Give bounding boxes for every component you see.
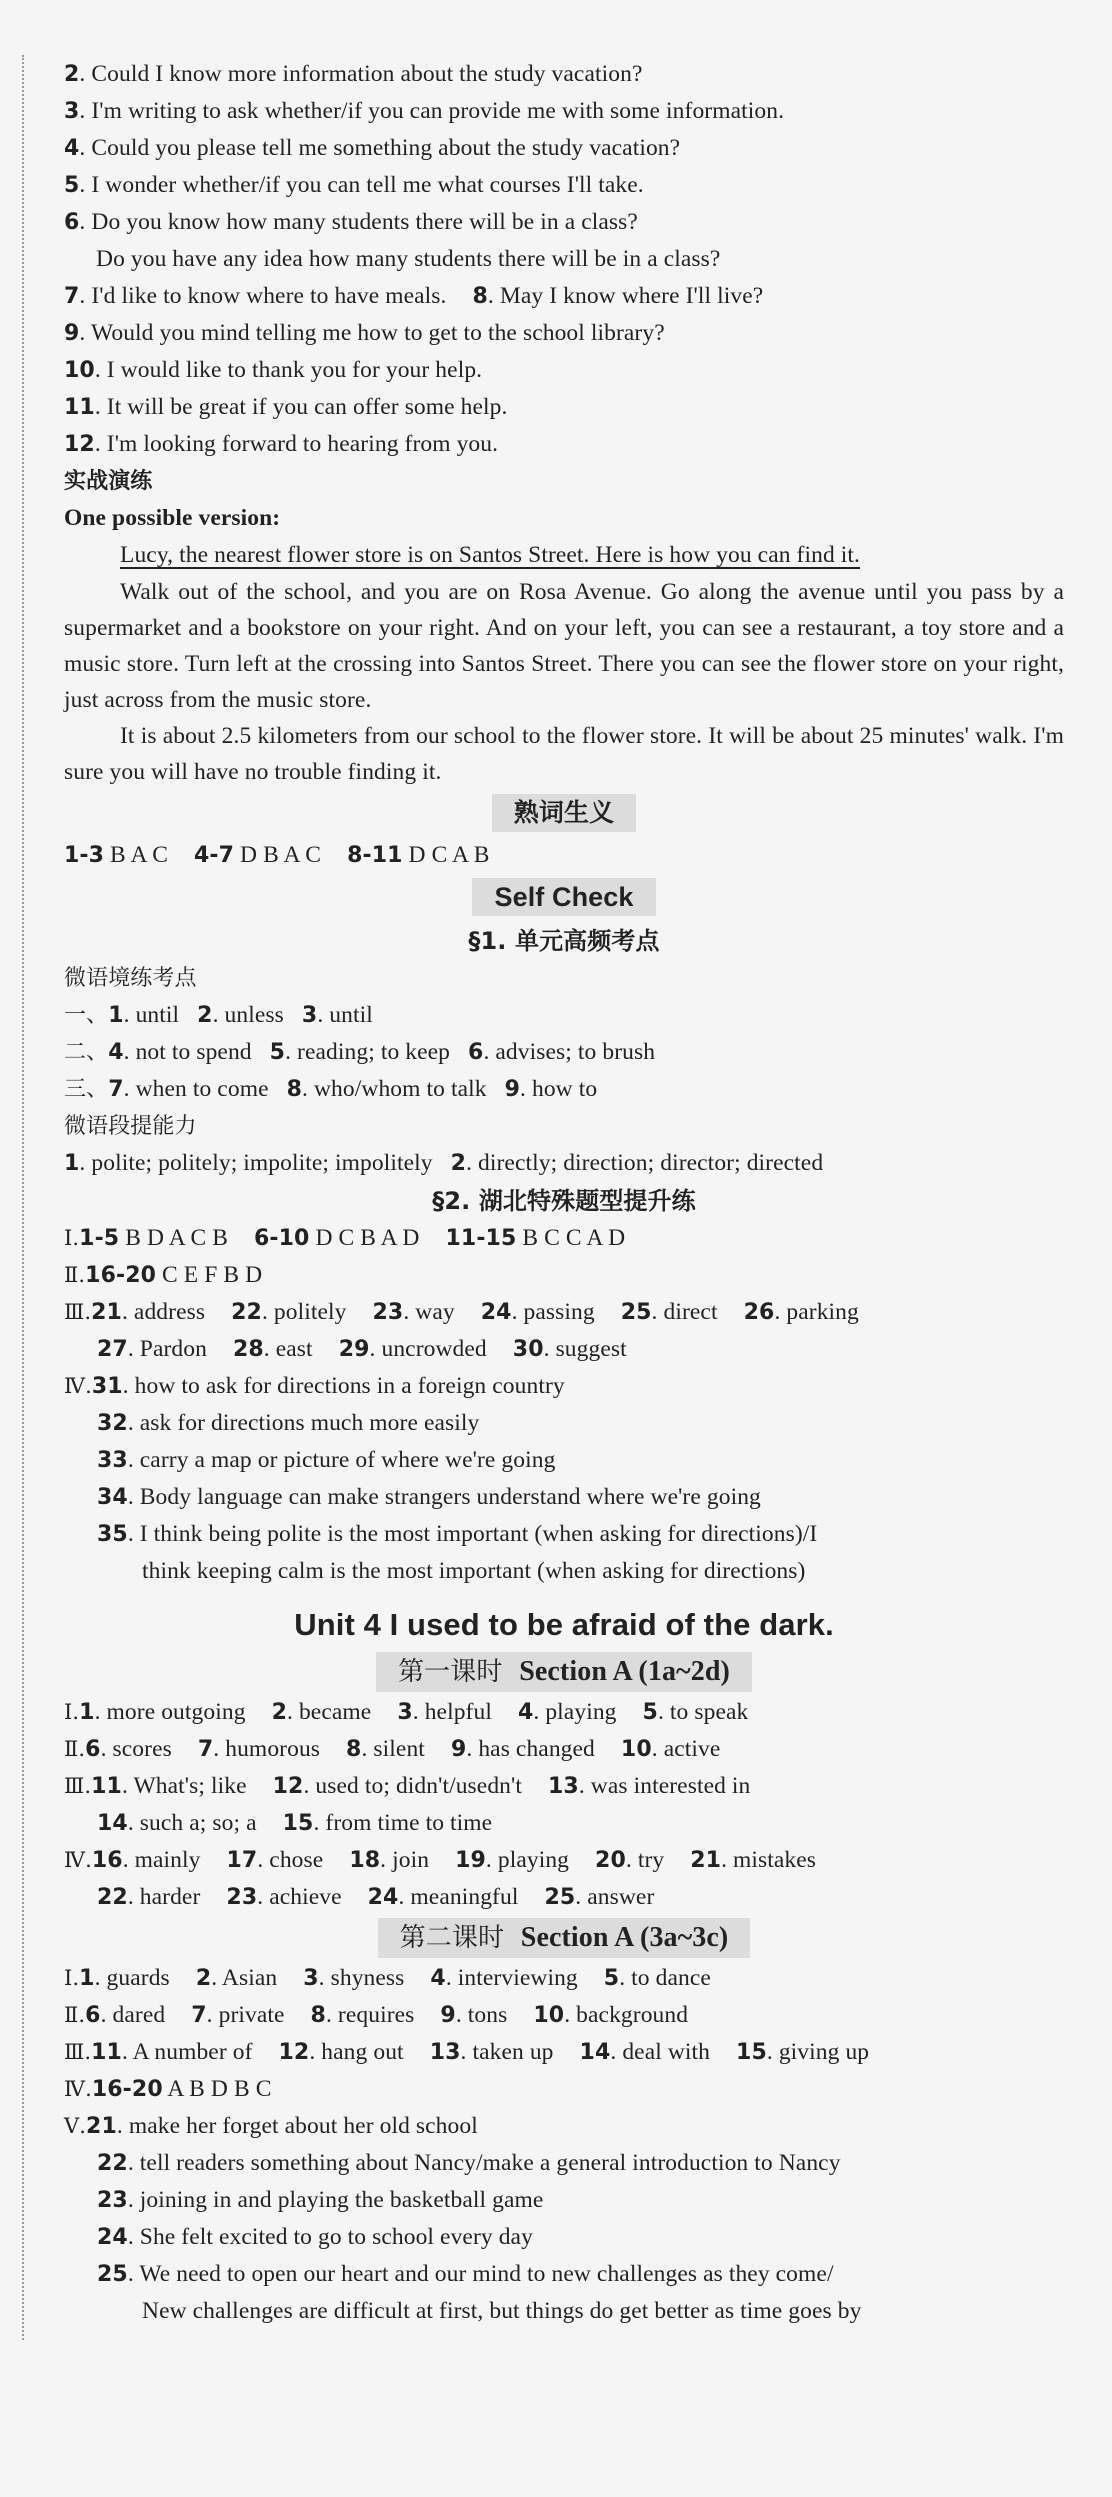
answer-line: 23. joining in and playing the basketball game [97, 2187, 544, 2213]
answer-line: Ⅰ.1. guards 2. Asian 3. shyness 4. interviewing 5. to dance [64, 1965, 711, 1991]
vocab-answers: 1-3 B A C 4-7 D B A C 8-11 D C A B [64, 842, 490, 868]
lesson-banner: 第二课时 Section A (3a~3c) [64, 1918, 1064, 1958]
answer-line: Ⅰ.1-5 B D A C B 6-10 D C B A D 11-15 B C C A D [64, 1225, 626, 1251]
answer-line: 3. I'm writing to ask whether/if you can provide me with some information. [64, 98, 785, 124]
answer-content [64, 56, 1064, 2330]
self-check-banner: Self Check [64, 878, 1064, 918]
answer-line: Ⅲ.21. address 22. politely 23. way 24. passing 25. direct 26. parking [64, 1299, 859, 1325]
answer-line: 33. carry a map or picture of where we're going [97, 1447, 556, 1473]
answer-line: Ⅳ.31. how to ask for directions in a foreign country [64, 1373, 565, 1399]
answer-line: 10. I would like to thank you for your help. [64, 357, 483, 383]
subsection-label: 微语段提能力 [64, 1114, 197, 1139]
answer-line: 1. polite; politely; impolite; impolitely 2. directly; direction; director; directed [64, 1150, 824, 1176]
answer-line: 35. I think being polite is the most important (when asking for directions)/I [97, 1521, 818, 1547]
answer-line: Ⅲ.11. What's; like 12. used to; didn't/usedn't 13. was interested in [64, 1773, 751, 1799]
subsection-label: 微语境练考点 [64, 966, 197, 991]
version-label: One possible version: [64, 505, 281, 531]
answer-line: Ⅳ.16. mainly 17. chose 18. join 19. playing 20. try 21. mistakes [64, 1847, 817, 1873]
answer-line: Ⅰ.1. more outgoing 2. became 3. helpful 4. playing 5. to speak [64, 1699, 749, 1725]
answer-line: Ⅱ.6. dared 7. private 8. requires 9. tons 10. background [64, 2002, 689, 2028]
answer-line: 一、1. until 2. unless 3. until [64, 1002, 373, 1028]
answer-line: 14. such a; so; a 15. from time to time [97, 1810, 493, 1836]
answer-line: 12. I'm looking forward to hearing from you. [64, 431, 499, 457]
answer-line: 三、7. when to come 8. who/whom to talk 9. how to [64, 1076, 598, 1102]
answer-line: Ⅳ.16-20 A B D B C [64, 2076, 272, 2102]
answer-line: 二、4. not to spend 5. reading; to keep 6. advises; to brush [64, 1039, 656, 1065]
vocab-banner: 熟词生义 [64, 794, 1064, 833]
answer-line: Ⅱ.16-20 C E F B D [64, 1262, 263, 1288]
answer-line-continuation: think keeping calm is the most important (when asking for directions) [142, 1558, 806, 1584]
unit-title: Unit 4 I used to be afraid of the dark. [294, 1607, 834, 1642]
model-essay-paragraph: It is about 2.5 kilometers from our school to the flower store. It will be about 25 minutes' walk. I'm sure you will have no trouble finding it. [64, 723, 1064, 785]
answer-line: 7. I'd like to know where to have meals. 8. May I know where I'll live? [64, 283, 764, 309]
model-essay-first-sentence: Lucy, the nearest flower store is on Santos Street. Here is how you can find it. [120, 542, 861, 568]
answer-line: Do you have any idea how many students there will be in a class? [96, 246, 721, 272]
answer-line: Ⅲ.11. A number of 12. hang out 13. taken up 14. deal with 15. giving up [64, 2039, 870, 2065]
answer-line: 24. She felt excited to go to school every day [97, 2224, 533, 2250]
model-essay-paragraph: Walk out of the school, and you are on Rosa Avenue. Go along the avenue until you pass by a supermarket and a bookstore on your right. And on your left, you can see a restaurant, a toy store and a music store. Turn left at the crossing into Santos Street. There you can see the flower store on your right, just across from the music store. [64, 579, 1064, 713]
answer-line: 27. Pardon 28. east 29. uncrowded 30. suggest [97, 1336, 627, 1362]
answer-line-continuation: New challenges are difficult at first, but things do get better as time goes by [142, 2298, 862, 2324]
answer-line: 2. Could I know more information about the study vacation? [64, 61, 643, 87]
answer-line: 11. It will be great if you can offer some help. [64, 394, 508, 420]
answer-line: 9. Would you mind telling me how to get to the school library? [64, 320, 665, 346]
answer-line: Ⅴ.21. make her forget about her old school [64, 2113, 478, 2139]
margin-dotted-line [22, 55, 24, 2340]
answer-line: 4. Could you please tell me something about the study vacation? [64, 135, 681, 161]
section-heading: §2. 湖北特殊题型提升练 [432, 1187, 696, 1215]
answer-line: 6. Do you know how many students there will be in a class? [64, 209, 638, 235]
answer-line: 5. I wonder whether/if you can tell me what courses I'll take. [64, 172, 644, 198]
section-heading: §1. 单元高频考点 [468, 927, 660, 955]
lesson-banner: 第一课时 Section A (1a~2d) [64, 1652, 1064, 1692]
answer-line: 25. We need to open our heart and our mind to new challenges as they come/ [97, 2261, 834, 2287]
answer-line: 22. harder 23. achieve 24. meaningful 25. answer [97, 1884, 655, 1910]
answer-line: 22. tell readers something about Nancy/make a general introduction to Nancy [97, 2150, 841, 2176]
answer-line: 34. Body language can make strangers understand where we're going [97, 1484, 761, 1510]
answer-line: 32. ask for directions much more easily [97, 1410, 480, 1436]
answer-line: Ⅱ.6. scores 7. humorous 8. silent 9. has changed 10. active [64, 1736, 721, 1762]
practice-label: 实战演练 [64, 469, 153, 494]
